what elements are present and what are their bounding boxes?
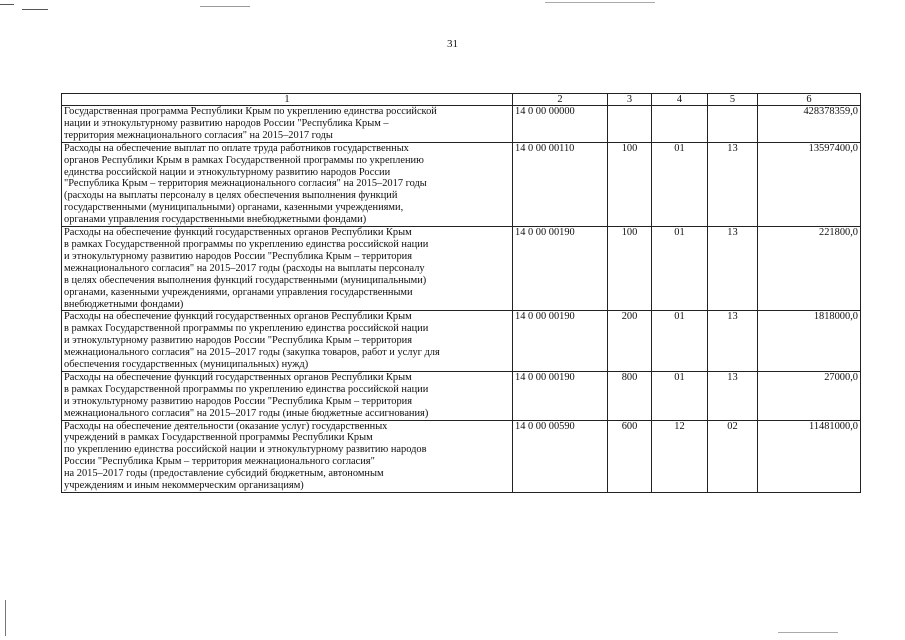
row-section: 01 — [652, 311, 708, 372]
row-expense-type: 100 — [608, 142, 652, 226]
column-header: 2 — [513, 94, 608, 106]
table-row — [62, 142, 861, 226]
table-row — [62, 420, 861, 492]
row-description: Расходы на обеспечение деятельности (оказание услуг) государственных учреждений в рамках Государственной программы Республики Крым по укреплению единства российской нации и этнокультурному развитию народов России "Республика Крым – территория межнационального согласия" на 2015–2017 годы (предоставление субсидий бюджетным, автономным учреждениям и иным некоммерческим организациям) — [62, 420, 513, 492]
column-header: 4 — [652, 94, 708, 106]
row-subsection — [708, 106, 758, 143]
scan-mark — [545, 2, 655, 3]
row-description: Расходы на обеспечение функций государственных органов Республики Крым в рамках Государственной программы по укреплению единства российской нации и этнокультурному развитию народов России "Республика Крым – территория межнационального согласия" на 2015–2017 годы (расходы на выплаты персоналу в целях обеспечения выполнения функций государственными (муниципальными) органами, казенными учреждениями, органами управления государственными внебюджетными фондами) — [62, 227, 513, 311]
row-subsection: 13 — [708, 311, 758, 372]
row-expense-type: 200 — [608, 311, 652, 372]
row-expense-type — [608, 106, 652, 143]
row-section — [652, 106, 708, 143]
row-description: Расходы на обеспечение функций государственных органов Республики Крым в рамках Государственной программы по укреплению единства российской нации и этнокультурному развитию народов России "Республика Крым – территория межнационального согласия" на 2015–2017 годы (иные бюджетные ассигнования) — [62, 371, 513, 420]
row-amount: 13597400,0 — [758, 142, 861, 226]
table-row — [62, 311, 861, 372]
scan-mark — [778, 632, 838, 633]
row-description: Расходы на обеспечение функций государственных органов Республики Крым в рамках Государственной программы по укреплению единства российской нации и этнокультурному развитию народов России "Республика Крым – территория межнационального согласия" на 2015–2017 годы (закупка товаров, работ и услуг для обеспечения государственных (муниципальных) нужд) — [62, 311, 513, 372]
row-target-code: 14 0 00 00190 — [513, 227, 608, 311]
row-section: 01 — [652, 142, 708, 226]
row-description: Расходы на обеспечение выплат по оплате труда работников государственных органов Республики Крым в рамках Государственной программы по укреплению единства российской нации и этнокультурному развитию народов России "Республика Крым – территория межнационального согласия" на 2015–2017 годы (расходы на выплаты персоналу в целях обеспечения выполнения функций государственными (муниципальными) органами, казенными учреждениями, органами управления государственными внебюджетными фондами) — [62, 142, 513, 226]
page-number: 31 — [447, 38, 458, 50]
row-subsection: 13 — [708, 371, 758, 420]
column-header: 3 — [608, 94, 652, 106]
scan-mark — [22, 9, 48, 10]
row-expense-type: 100 — [608, 227, 652, 311]
row-subsection: 02 — [708, 420, 758, 492]
row-expense-type: 800 — [608, 371, 652, 420]
row-amount: 27000,0 — [758, 371, 861, 420]
row-section: 01 — [652, 371, 708, 420]
row-subsection: 13 — [708, 142, 758, 226]
table-row — [62, 371, 861, 420]
column-header: 1 — [62, 94, 513, 106]
scan-mark — [200, 6, 250, 7]
scan-mark — [5, 600, 6, 636]
table-row — [62, 106, 861, 143]
column-header: 6 — [758, 94, 861, 106]
row-amount: 221800,0 — [758, 227, 861, 311]
row-target-code: 14 0 00 00190 — [513, 371, 608, 420]
row-amount: 428378359,0 — [758, 106, 861, 143]
budget-table — [61, 93, 861, 493]
row-target-code: 14 0 00 00190 — [513, 311, 608, 372]
row-amount: 1818000,0 — [758, 311, 861, 372]
row-subsection: 13 — [708, 227, 758, 311]
row-expense-type: 600 — [608, 420, 652, 492]
column-header: 5 — [708, 94, 758, 106]
row-section: 12 — [652, 420, 708, 492]
row-amount: 11481000,0 — [758, 420, 861, 492]
row-target-code: 14 0 00 00000 — [513, 106, 608, 143]
table-row — [62, 227, 861, 311]
row-target-code: 14 0 00 00110 — [513, 142, 608, 226]
row-target-code: 14 0 00 00590 — [513, 420, 608, 492]
header-row — [62, 94, 861, 106]
scan-mark — [0, 4, 14, 5]
row-description: Государственная программа Республики Крым по укреплению единства российской нации и этнокультурному развитию народов России "Республика Крым – территория межнационального согласия" на 2015–2017 годы — [62, 106, 513, 143]
row-section: 01 — [652, 227, 708, 311]
